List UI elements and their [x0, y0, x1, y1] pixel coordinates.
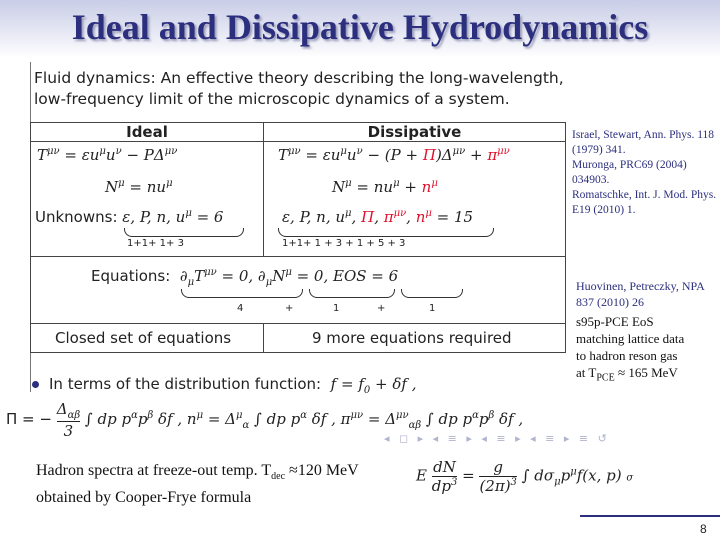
cf-integral-lower: σ: [626, 472, 634, 484]
cooper-frye-formula: E $\frac{dN}{dp^3}$ = $\frac{g}{(2\pi)^3}$ ∫ $d\sigma_\mu p^\mu f(x$, p) σ: [416, 458, 634, 495]
eq-count-b: 1: [333, 303, 340, 314]
equations-cell: [31, 257, 566, 324]
page-number: 8: [700, 522, 707, 536]
distribution-line: In terms of the distribution function: $f = f_0 + \delta f$ ,: [32, 375, 417, 396]
header-dissipative: Dissipative: [264, 123, 566, 142]
header-ideal: Ideal: [31, 123, 264, 142]
pi-fraction: $\Delta_{\alpha\beta}$ 3: [56, 400, 81, 440]
closed-right-text: 9 more equations required: [312, 329, 512, 347]
eq-brace-1: [181, 289, 303, 298]
hadron-text: [36, 460, 416, 508]
slide-title: Ideal and Dissipative Hydrodynamics: [71, 7, 649, 47]
eq-brace-3: [401, 289, 463, 298]
ideal-unknowns: Unknowns: ε, P, n, $u^\mu = 6$: [35, 208, 224, 226]
note-line-4: at $T_{PCE} \approx 165$ MeV: [576, 365, 678, 384]
cf-rhs-fraction: $\frac{g}{(2\pi)^3}$: [479, 458, 517, 495]
diss-brace-count: 1+1+ 1 + 3 + 1 + 5 + 3: [282, 238, 406, 249]
bullet-icon: [32, 381, 39, 388]
ref-romatschke: Romatschke, Int. J. Mod. Phys. E19 (2010) 1.: [572, 189, 717, 216]
eq-count-a: 4: [237, 303, 244, 314]
hadron-line-1: Hadron spectra at freeze-out temp. $T_{dec} \approx 120$ MeV: [36, 462, 359, 483]
hadron-line-2: obtained by Cooper-Frye formula: [36, 489, 252, 507]
moments-equations: Π = − $\Delta_{\alpha\beta}$ 3 ∫ dp $p^\alpha p^\beta$ δf , $n^\mu = \Delta^\mu_\alpha$ ∫ dp $p^\alpha$ δf , $\pi^{\mu\nu} = \Delta^{\mu\nu}_{\alpha\beta}$ ∫ dp $p^\alpha p^\beta$ δf ,: [6, 400, 524, 440]
ideal-nmu-eq: $N^\mu = nu^\mu$: [105, 178, 173, 196]
ideal-cell: [31, 142, 264, 257]
note-line-2: matching lattice data: [576, 331, 685, 346]
references-block: [572, 128, 717, 218]
diss-brace: [278, 228, 494, 237]
note-line-3: to hadron reson gas: [576, 348, 678, 363]
intro-text: [34, 68, 574, 110]
closed-left-text: Closed set of equations: [55, 329, 232, 347]
equations-row: Equations: $\partial_\mu T^{\mu\nu} = 0$, $\partial_\mu N^\mu = 0$, EOS = 6: [91, 267, 399, 288]
eq-plus-b: +: [377, 303, 386, 314]
ideal-tmunu-eq: $T^{\mu\nu} = \varepsilon u^\mu u^\nu - P\Delta^{\mu\nu}$: [37, 146, 178, 164]
closed-right-cell: [264, 324, 566, 353]
note-line-1: s95p-PCE EoS: [576, 314, 654, 329]
ref-israel: Israel, Stewart, Ann. Phys. 118 (1979) 341.: [572, 129, 715, 156]
eq-brace-2: [309, 289, 395, 298]
cf-lhs-fraction: $\frac{dN}{dp^3}$: [431, 458, 458, 495]
ideal-brace: [124, 228, 244, 237]
beamer-nav-icons[interactable]: ◂ ◻ ▸ ◂ ≡ ▸ ◂ ≡ ▸ ◂ ≡ ▸ ≡ ↺: [384, 432, 610, 445]
eos-note: [576, 313, 716, 387]
ideal-brace-count: 1+1+ 1+ 3: [127, 238, 184, 249]
dissipative-cell: [264, 142, 566, 257]
diss-nmu-eq: $N^\mu = nu^\mu + n^\mu$: [332, 178, 438, 196]
closed-left-cell: [31, 324, 264, 353]
ref-muronga: Muronga, PRC69 (2004) 034903.: [572, 159, 687, 186]
eq-count-c: 1: [429, 303, 436, 314]
comparison-table: [30, 122, 566, 353]
diss-tmunu-eq: $T^{\mu\nu} = \varepsilon u^\mu u^\nu - (P + \Pi)\Delta^{\mu\nu} + \pi^{\mu\nu}$: [278, 146, 510, 164]
footer-rule: [580, 515, 720, 517]
intro-line-1: Fluid dynamics: An effective theory describing the long-wavelength,: [34, 69, 564, 87]
ref-huovinen: Huovinen, Petreczky, NPA 837 (2010) 26: [576, 279, 705, 309]
diss-unknowns: ε, P, n, $u^\mu$, Π, $\pi^{\mu\nu}$, $n^\mu = 15$: [282, 208, 474, 226]
intro-line-2: low-frequency limit of the microscopic dynamics of a system.: [34, 90, 510, 108]
eq-plus-a: +: [285, 303, 294, 314]
